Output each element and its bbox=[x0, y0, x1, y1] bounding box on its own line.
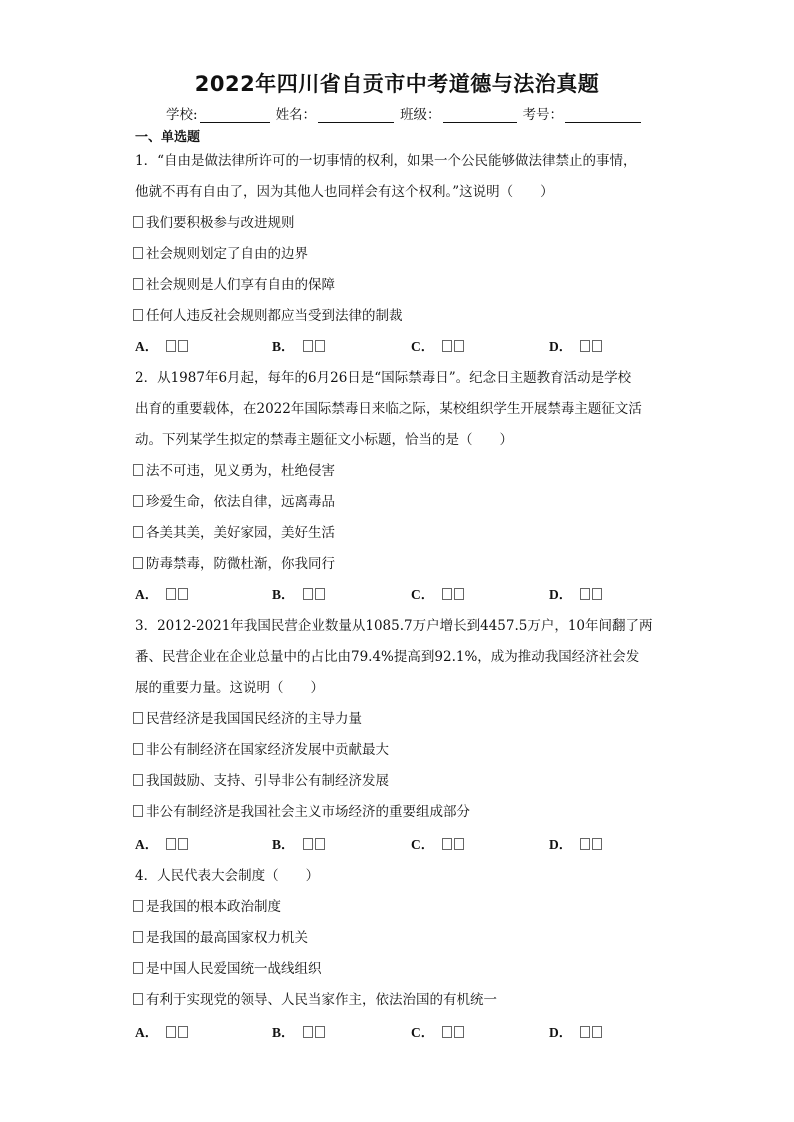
placeholder-glyph-icon bbox=[133, 309, 143, 321]
answer-choice-c[interactable]: C． bbox=[411, 338, 466, 356]
name-blank bbox=[318, 108, 394, 123]
answer-choice-b[interactable]: B． bbox=[272, 1024, 327, 1042]
answer-choice-b[interactable]: B． bbox=[272, 338, 327, 356]
answer-choice-b[interactable]: B． bbox=[272, 836, 327, 854]
answer-choices bbox=[135, 338, 605, 356]
placeholder-glyph-icon bbox=[133, 278, 143, 290]
question-text-line: 展的重要力量。这说明（ ） bbox=[135, 680, 324, 696]
question-text-line: 4．人民代表大会制度（ ） bbox=[135, 868, 320, 884]
answer-choice-a[interactable]: A． bbox=[135, 338, 190, 356]
statement-item: 法不可违，见义勇为，杜绝侵害 bbox=[133, 462, 335, 480]
statement-item: 我国鼓励、支持、引导非公有制经济发展 bbox=[133, 772, 389, 790]
class-label: 班级： bbox=[400, 107, 441, 123]
statement-item: 防毒禁毒，防微杜渐，你我同行 bbox=[133, 555, 335, 573]
placeholder-glyph-icon bbox=[133, 993, 143, 1005]
statement-item: 社会规则是人们享有自由的保障 bbox=[133, 276, 335, 294]
placeholder-glyph-icon bbox=[133, 805, 143, 817]
school-label: 学校: bbox=[166, 107, 198, 123]
answer-choice-c[interactable]: C． bbox=[411, 586, 466, 604]
question-text-line: 3．2012-2021年我国民营企业数量从1085.7万户增长到4457.5万户，10年间翻了两 bbox=[135, 618, 653, 634]
answer-choice-a[interactable]: A． bbox=[135, 836, 190, 854]
name-label: 姓名： bbox=[275, 107, 317, 123]
class-blank bbox=[443, 108, 517, 123]
answer-choice-d[interactable]: D． bbox=[549, 1024, 604, 1042]
placeholder-glyph-icon bbox=[133, 526, 143, 538]
answer-choice-c[interactable]: C． bbox=[411, 836, 466, 854]
answer-choice-d[interactable]: D． bbox=[549, 836, 604, 854]
placeholder-glyph-icon bbox=[133, 557, 143, 569]
placeholder-glyph-icon bbox=[133, 900, 143, 912]
placeholder-glyph-icon bbox=[133, 495, 143, 507]
answer-choice-b[interactable]: B． bbox=[272, 586, 327, 604]
placeholder-glyph-icon bbox=[133, 216, 143, 228]
answer-choice-c[interactable]: C． bbox=[411, 1024, 466, 1042]
answer-choice-d[interactable]: D． bbox=[549, 338, 604, 356]
placeholder-glyph-icon bbox=[133, 712, 143, 724]
statement-item: 珍爱生命，依法自律，远离毒品 bbox=[133, 493, 335, 511]
placeholder-glyph-icon bbox=[133, 962, 143, 974]
question-text-line: 1．“自由是做法律所许可的一切事情的权利，如果一个公民能够做法律禁止的事情， bbox=[135, 153, 637, 169]
answer-choices bbox=[135, 586, 605, 604]
answer-choice-a[interactable]: A． bbox=[135, 586, 190, 604]
placeholder-glyph-icon bbox=[133, 931, 143, 943]
statement-item: 社会规则划定了自由的边界 bbox=[133, 245, 308, 263]
exam-number-label: 考号： bbox=[522, 107, 564, 123]
statement-item: 有利于实现党的领导、人民当家作主，依法治国的有机统一 bbox=[133, 991, 497, 1009]
answer-choices bbox=[135, 836, 605, 854]
answer-choice-d[interactable]: D． bbox=[549, 586, 604, 604]
section-heading: 一、单选题 bbox=[135, 130, 201, 145]
question-text-line: 2．从1987年6月起，每年的6月26日是“国际禁毒日”。纪念日主题教育活动是学校 bbox=[135, 370, 632, 386]
placeholder-glyph-icon bbox=[133, 743, 143, 755]
question-text-line: 出育的重要载体，在2022年国际禁毒日来临之际，某校组织学生开展禁毒主题征文活 bbox=[135, 401, 642, 417]
placeholder-glyph-icon bbox=[133, 774, 143, 786]
statement-item: 非公有制经济在国家经济发展中贡献最大 bbox=[133, 741, 389, 759]
placeholder-glyph-icon bbox=[133, 464, 143, 476]
statement-item: 我们要积极参与改进规则 bbox=[133, 214, 295, 232]
answer-choice-a[interactable]: A． bbox=[135, 1024, 190, 1042]
statement-item: 是中国人民爱国统一战线组织 bbox=[133, 960, 322, 978]
school-blank bbox=[200, 108, 270, 123]
question-text-line: 他就不再有自由了，因为其他人也同样会有这个权利。”这说明（ ） bbox=[135, 184, 554, 200]
statement-item: 任何人违反社会规则都应当受到法律的制裁 bbox=[133, 307, 403, 325]
question-text-line: 动。下列某学生拟定的禁毒主题征文小标题，恰当的是（ ） bbox=[135, 432, 513, 448]
placeholder-glyph-icon bbox=[133, 247, 143, 259]
statement-item: 非公有制经济是我国社会主义市场经济的重要组成部分 bbox=[133, 803, 470, 821]
statement-item: 是我国的最高国家权力机关 bbox=[133, 929, 308, 947]
statement-item: 是我国的根本政治制度 bbox=[133, 898, 281, 916]
page-title: 2022年四川省自贡市中考道德与法治真题 bbox=[194, 72, 600, 96]
answer-choices bbox=[135, 1024, 605, 1042]
exam-number-blank bbox=[565, 108, 641, 123]
question-text-line: 番、民营企业在企业总量中的占比由79.4%提高到92.1%，成为推动我国经济社会发 bbox=[135, 649, 640, 665]
statement-item: 民营经济是我国国民经济的主导力量 bbox=[133, 710, 362, 728]
statement-item: 各美其美，美好家园，美好生活 bbox=[133, 524, 335, 542]
student-info-row bbox=[166, 103, 647, 123]
